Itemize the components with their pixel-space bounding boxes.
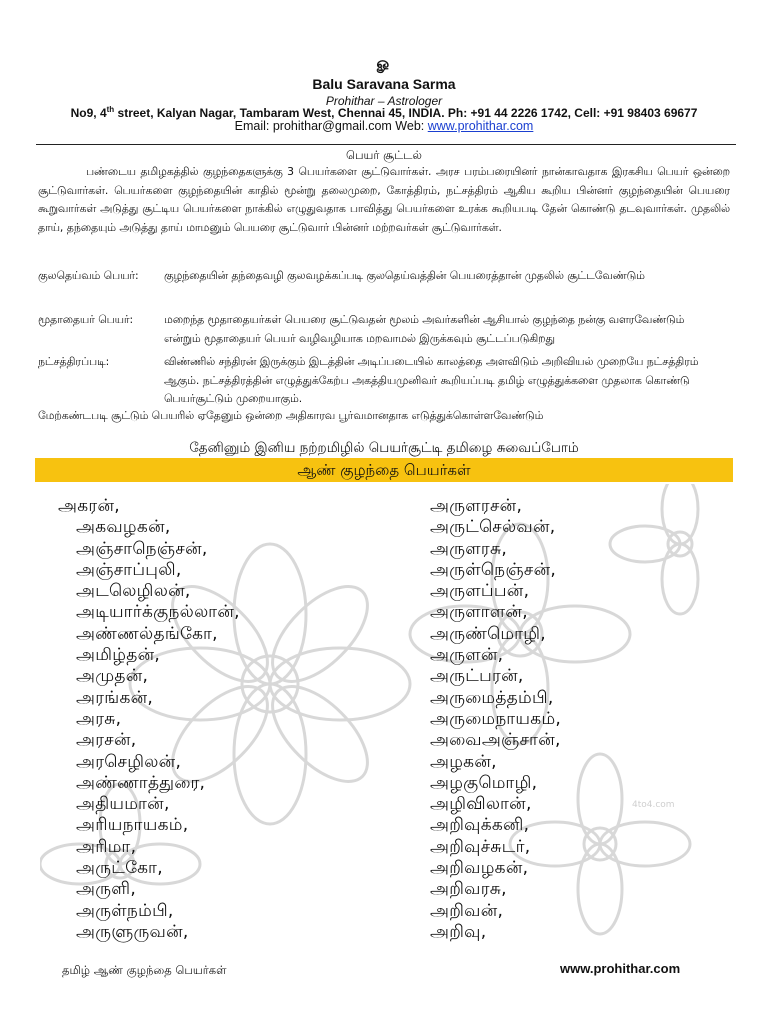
name-item: அவைஅஞ்சான்,: [430, 730, 561, 751]
name-item: அகவழகன்,: [76, 517, 171, 538]
footer-website[interactable]: www.prohithar.com: [560, 961, 681, 976]
name-item: அருளி,: [76, 879, 137, 900]
name-item: அருளன்,: [430, 645, 504, 666]
name-item: அழகுமொழி,: [430, 772, 538, 793]
rule-label: மூதாதையர் பெயர்:: [38, 313, 134, 326]
name-item: அழகன்,: [430, 751, 497, 772]
rule-text: குழந்தையின் தந்தைவழி குலவழக்கப்படி குலதெய்வத்தின் பெயரைத்தான் முதலில் சூட்டவேண்டும்: [164, 269, 645, 282]
name-item: அறிவு,: [430, 921, 487, 942]
email-text: Email: prohithar@gmail.com Web:: [234, 119, 428, 133]
address-start: No9, 4: [70, 106, 107, 120]
name-item: அறிவரசு,: [430, 879, 507, 900]
name-item: அருட்பரன்,: [430, 666, 524, 687]
name-item: அருமைத்தம்பி,: [430, 687, 554, 708]
name-item: அரசு,: [76, 708, 122, 729]
name-item: அழிவிலான்,: [430, 794, 532, 815]
watermark-text: 4to4.com: [632, 800, 675, 810]
name-item: அரசெழிலன்,: [76, 751, 182, 772]
name-item: அறிவன்,: [430, 900, 504, 921]
name-item: அருண்மொழி,: [430, 623, 547, 644]
slogan: தேனினும் இனிய நற்றமிழில் பெயர்சூட்டி தமிழை சுவைப்போம்: [189, 440, 579, 456]
intro-paragraph: பண்டைய தமிழகத்தில் குழந்தைகளுக்கு 3 பெயர்களை சூட்டுவார்கள். அரச பரம்பரையினர் நான்காவதாக இரகசிய பெயர் ஒன்றை சூட்டுவார்கள். பெயர்களை குழந்தையின் காதில் மூன்று தலைமுறை, கோத்திரம், நட்சத்திரம் ஆகிய கூறிய பின்னர் குழந்தையின் பெயரை கூறுவார்கள் அடுத்து சூட்டிய பெயர்களை நாக்கில் எழுதுவதாக பாவித்து பெயர்களை உரக்க கூறியபடி தேன் கொண்டு தடவுவார்கள். முதலில் தாய், தந்தையும் அடுத்து தாய் மாமனும் பெயரை சூட்டுவார் பின்னர் மற்றவர்கள் சூட்டுவார்கள்.: [38, 165, 730, 234]
name-item: அருளரசன்,: [430, 496, 523, 516]
name-item: அடலெழிலன்,: [76, 581, 191, 602]
contact-line: [0, 119, 768, 133]
name-item: அஞ்சாப்புலி,: [76, 559, 182, 580]
rule-label: நட்சத்திரப்படி:: [38, 355, 110, 368]
name-item: அருளாளன்,: [430, 602, 528, 623]
name-item: அறிவுச்சுடர்,: [430, 836, 531, 857]
section-banner: ஆண் குழந்தை பெயர்கள்: [35, 458, 733, 482]
name-item: அருள்நம்பி,: [76, 900, 174, 921]
rule-label: குலதெய்வம் பெயர்:: [38, 269, 139, 282]
name-item: அருமைநாயகம்,: [430, 708, 562, 729]
name-item: அருள்நெஞ்சன்,: [430, 559, 557, 580]
name-item: அறிவழகன்,: [430, 858, 529, 879]
address-rest: street, Kalyan Nagar, Tambaram West, Chennai 45, INDIA. Ph: +91 44 2226 1742, Cell: +91 98403 69677: [114, 106, 698, 120]
om-symbol: ௐ: [376, 54, 392, 72]
name-item: அடியார்க்குநல்லான்,: [76, 602, 240, 623]
footer-title: தமிழ் ஆண் குழந்தை பெயர்கள்: [62, 963, 227, 977]
names-left-column: [52, 496, 240, 943]
rule-text: விண்ணில் சந்திரன் இருக்கும் இடத்தின் அடிப்படையில் காலத்தை அளவிடும் அறிவியல் முறையே நட்சத்திரம் ஆகும். நட்சத்திரத்தின் எழுத்துக்கேற்ப அகத்தியமுனிவர் கூறியப்படி தமிழ் எழுத்துக்களை முதலாக கொண்டு பெயர்சூட்டும் முறையாகும்.: [164, 355, 699, 405]
name-item: அரசன்,: [76, 730, 137, 751]
name-item: அருளுருவன்,: [76, 921, 189, 942]
names-right-column: [430, 496, 561, 943]
website-link[interactable]: www.prohithar.com: [427, 119, 534, 133]
rule-text: மறைந்த மூதாதையர்கள் பெயரை சூட்டுவதன் மூலம் அவர்களின் ஆசியால் குழந்தை நன்கு வளரவேண்டும் என்றும் மூதாதையர் பெயர் வழிவழியாக மறவாமல் இருக்கவும் சூட்டப்படுகிறது: [164, 313, 685, 345]
name-item: அதியமான்,: [76, 794, 170, 815]
name-item: அருளரசு,: [430, 538, 508, 559]
name-item: அண்ணல்தங்கோ,: [76, 623, 218, 644]
name-item: அருட்கோ,: [76, 858, 163, 879]
name-item: அகரன்,: [58, 496, 120, 516]
name-item: அரங்கன்,: [76, 687, 154, 708]
author-name: Balu Saravana Sarma: [312, 76, 456, 92]
name-item: அமுதன்,: [76, 666, 149, 687]
name-item: அரிமா,: [76, 836, 137, 857]
name-item: அமிழ்தன்,: [76, 645, 161, 666]
name-item: அறிவுக்கனி,: [430, 815, 530, 836]
section-title: பெயர் சூட்டல்: [346, 148, 422, 162]
name-item: அஞ்சாநெஞ்சன்,: [76, 538, 208, 559]
name-item: அருட்செல்வன்,: [430, 517, 556, 538]
name-item: அருளப்பன்,: [430, 581, 530, 602]
address-sup: th: [106, 105, 115, 114]
header-divider: [36, 144, 736, 145]
author-role: Prohithar – Astrologer: [325, 94, 443, 108]
name-item: அரியநாயகம்,: [76, 815, 189, 836]
note-line: மேற்கண்டபடி சூட்டும் பெயரில் ஏதேனும் ஒன்றை அதிகாரவ பூர்வமானதாக எடுத்துக்கொள்ளவேண்டும்: [38, 409, 544, 422]
name-item: அண்ணாத்துரை,: [76, 772, 206, 793]
